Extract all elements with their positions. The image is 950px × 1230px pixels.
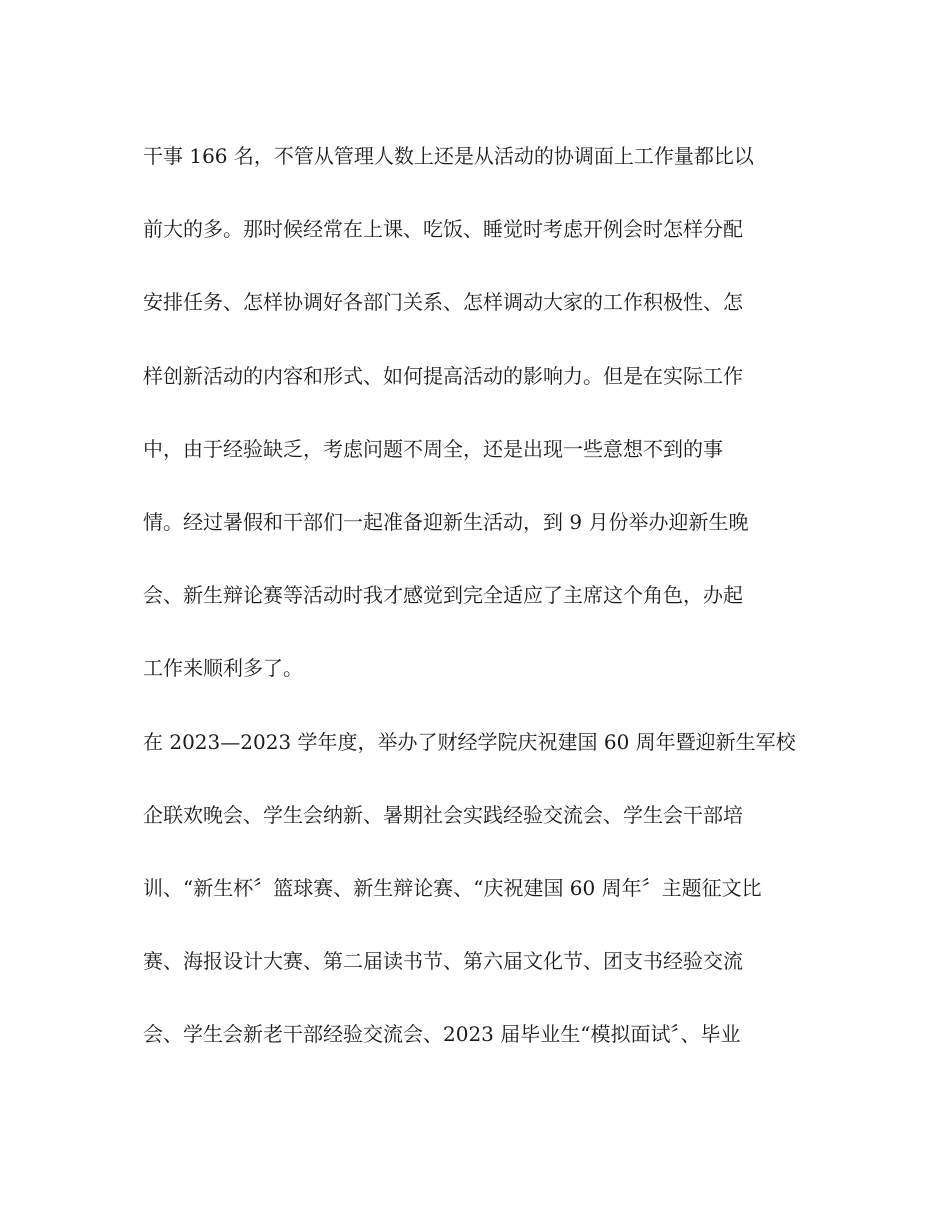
text-line: 情。经过暑假和干部们一起准备迎新生活动，到 9 月份举办迎新生晚: [143, 509, 749, 534]
text-line: 前大的多。那时候经常在上课、吃饭、睡觉时考虑开例会时怎样分配: [143, 217, 743, 242]
text-line: 会、学生会新老干部经验交流会、2023 届毕业生“模拟面试〞、毕业: [143, 1022, 741, 1047]
document-body: [143, 128, 823, 1079]
text-line: 企联欢晚会、学生会纳新、暑期社会实践经验交流会、学生会干部培: [143, 802, 743, 827]
text-line: 会、新生辩论赛等活动时我才感觉到完全适应了主席这个角色，办起: [143, 583, 743, 608]
text-line: 干事 166 名，不管从管理人数上还是从活动的协调面上工作量都比以: [143, 144, 754, 168]
text-line: 中，由于经验缺乏，考虑问题不周全，还是出现一些意想不到的事: [143, 436, 723, 461]
text-line: 工作来顺利多了。: [143, 656, 303, 681]
text-line: 在 2023—2023 学年度，举办了财经学院庆祝建国 60 周年暨迎新生军校: [143, 729, 796, 754]
text-line: 样创新活动的内容和形式、如何提高活动的影响力。但是在实际工作: [143, 363, 743, 388]
text-line: 赛、海报设计大赛、第二届读书节、第六届文化节、团支书经验交流: [143, 949, 743, 974]
text-line: 训、“新生杯〞篮球赛、新生辩论赛、“庆祝建国 60 周年〞主题征文比: [143, 875, 762, 900]
text-line: 安排任务、怎样协调好各部门关系、怎样调动大家的工作积极性、怎: [143, 290, 743, 315]
